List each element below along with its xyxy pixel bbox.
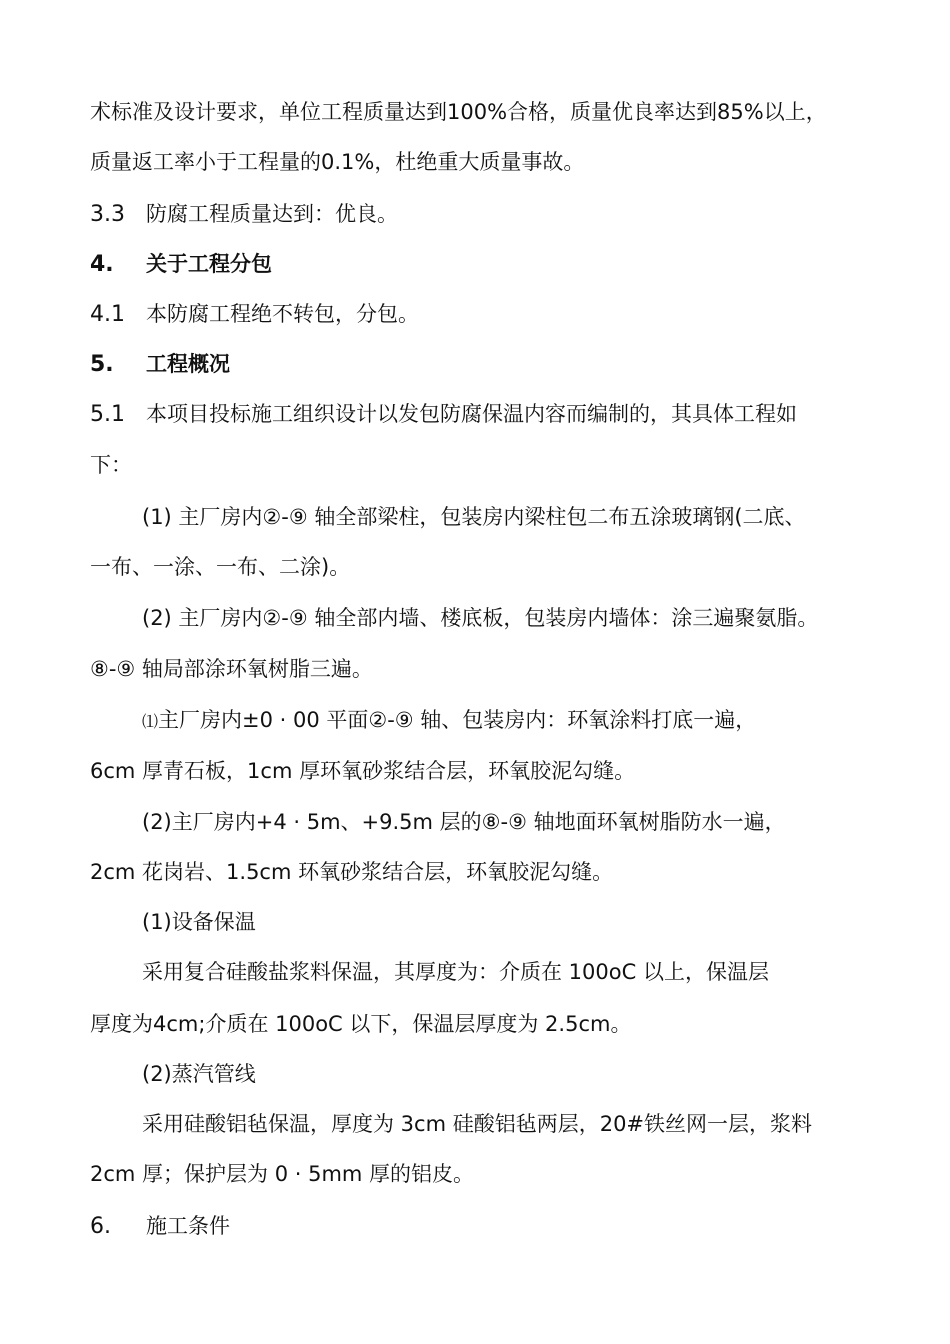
paragraph-line: 2cm 厚；保护层为 0 · 5mm 厚的铝皮。 bbox=[90, 1162, 475, 1186]
section-number: 5. bbox=[90, 352, 114, 377]
paragraph-line: 采用复合硅酸盐浆料保温，其厚度为：介质在 100oC 以上，保温层 bbox=[142, 960, 769, 984]
section-number: 4. bbox=[90, 252, 114, 277]
paragraph-line: 质量返工率小于工程量的0.1%，杜绝重大质量事故。 bbox=[90, 150, 585, 174]
subheading: (2)蒸汽管线 bbox=[142, 1062, 256, 1086]
paragraph-line: 2cm 花岗岩、1.5cm 环氧砂浆结合层，环氧胶泥勾缝。 bbox=[90, 860, 614, 884]
section-number: 6. bbox=[90, 1214, 111, 1239]
paragraph-line: 术标准及设计要求，单位工程质量达到100%合格，质量优良率达到85%以上， bbox=[90, 100, 827, 124]
paragraph-line: ⑴主厂房内±0 · 00 平面②-⑨ 轴、包装房内：环氧涂料打底一遍， bbox=[142, 708, 757, 732]
section-text: 本防腐工程绝不转包，分包。 bbox=[146, 302, 419, 326]
paragraph-line: 采用硅酸铝毡保温，厚度为 3cm 硅酸铝毡两层，20#铁丝网一层，浆料 bbox=[142, 1112, 813, 1136]
section-heading bbox=[90, 399, 797, 430]
section-heading bbox=[90, 199, 398, 230]
section-text: 防腐工程质量达到：优良。 bbox=[146, 202, 398, 226]
section-number: 3.3 bbox=[90, 202, 125, 227]
paragraph-line: (1) 主厂房内②-⑨ 轴全部梁柱，包装房内梁柱包二布五涂玻璃钢(二底、 bbox=[142, 505, 806, 529]
paragraph-line: 厚度为4cm;介质在 100oC 以下，保温层厚度为 2.5cm。 bbox=[90, 1012, 632, 1036]
section-number: 4.1 bbox=[90, 302, 125, 327]
section-title: 关于工程分包 bbox=[146, 252, 272, 276]
subheading: (1)设备保温 bbox=[142, 910, 256, 934]
section-number: 5.1 bbox=[90, 402, 125, 427]
section-heading bbox=[90, 299, 419, 330]
section-text: 本项目投标施工组织设计以发包防腐保温内容而编制的，其具体工程如 bbox=[146, 402, 797, 426]
paragraph-line: 下： bbox=[90, 453, 132, 477]
paragraph-line: (2)主厂房内+4 · 5m、+9.5m 层的⑧-⑨ 轴地面环氧树脂防水一遍， bbox=[142, 810, 786, 834]
section-text: 施工条件 bbox=[146, 1214, 230, 1238]
paragraph-line: 6cm 厚青石板，1cm 厚环氧砂浆结合层，环氧胶泥勾缝。 bbox=[90, 759, 636, 783]
paragraph-line: 一布、一涂、一布、二涂)。 bbox=[90, 555, 351, 579]
paragraph-line: (2) 主厂房内②-⑨ 轴全部内墙、楼底板，包装房内墙体：涂三遍聚氨脂。 bbox=[142, 606, 819, 630]
section-title: 工程概况 bbox=[146, 352, 230, 376]
section-heading bbox=[90, 1211, 230, 1242]
paragraph-line: ⑧-⑨ 轴局部涂环氧树脂三遍。 bbox=[90, 657, 373, 681]
section-heading bbox=[90, 349, 230, 380]
list-marker: ⑴ bbox=[142, 712, 159, 731]
section-heading bbox=[90, 249, 272, 280]
